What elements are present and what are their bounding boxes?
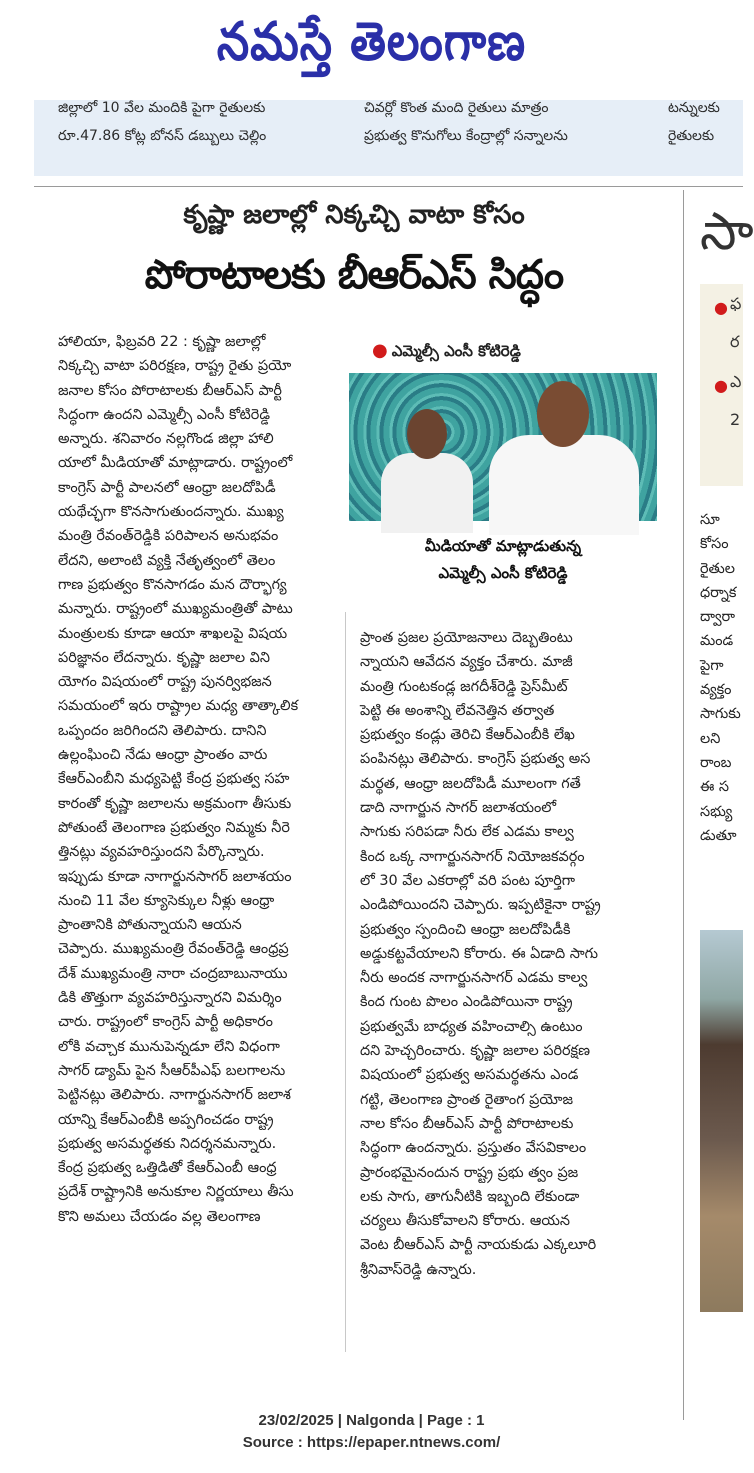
text-line: యథేచ్ఛగా కొనసాగుతుందన్నారు. ముఖ్య (58, 504, 284, 521)
text-line: మంత్రి గుంటకండ్ల జగదీశ్‌రెడ్డి ప్రెస్‌మీట్ (360, 678, 568, 695)
text-line: యాన్ని కేఆర్ఎంబీకి అప్పగించడం రాష్ట్ర (58, 1111, 274, 1128)
text-line: ఇప్పుడు కూడా నాగార్జునసాగర్ జలాశయం (58, 868, 292, 885)
strip-line: రైతులకు (668, 128, 715, 144)
caption-line: ఎమ్మెల్సీ ఎంసీ కోటిరెడ్డి (438, 564, 568, 582)
text-line: నాల కోసం బీఆర్ఎస్ పార్టీ పోరాటాలకు (360, 1115, 574, 1132)
text-line: అడ్డుకట్టవేయాలని కోరారు. ఈ ఏడాది సాగు (360, 945, 598, 962)
strip-column-1 (58, 94, 358, 150)
text-line: సిద్ధంగా ఉందన్నారు. ప్రస్తుతం వేసవికాలం (360, 1140, 587, 1157)
text-line: గట్టి, తెలంగాణ ప్రాంత రైతాంగ ప్రయోజ (360, 1091, 574, 1108)
text-line: యోగం విషయంలో రాష్ట్ర పునర్విభజన (58, 674, 272, 691)
side-box-line: 2 (730, 410, 741, 429)
text-line: ప్రాంతానికి పోతున్నాయని ఆయన (58, 917, 242, 934)
side-article-headline: సా (700, 202, 754, 262)
text-line: సాగర్ డ్యామ్ పైన సీఆర్‌పీఎఫ్ బలగాలను (58, 1062, 286, 1079)
text-line: వెంట బీఆర్ఎస్ పార్టీ నాయకుడు ఎక్కలూరి (360, 1237, 597, 1254)
text-line: దేశ్ ముఖ్యమంత్రి నారా చంద్రబాబునాయు (58, 965, 288, 982)
strip-line: రూ.47.86 కోట్ల బోనస్ డబ్బులు చెల్లిం (58, 128, 267, 144)
newspaper-logo: నమస్తే తెలంగాణ (216, 10, 527, 73)
text-line: లేదని, అలాంటి వ్యక్తి నేతృత్వంలో తెలం (58, 552, 276, 569)
text-line: కాంగ్రెస్ పార్టీ పాలనలో ఆంధ్రా జలదోపిడీ (58, 479, 276, 496)
text-line: లకు సాగు, తాగునీటికి ఇబ్బంది లేకుండా (360, 1188, 580, 1205)
text-line: పంపినట్లు తెలిపారు. కాంగ్రెస్ ప్రభుత్వ అస (360, 751, 591, 768)
person-figure (381, 453, 473, 533)
text-line: ఒప్పందం జరిగిందని తెలిపారు. దానిని (58, 722, 267, 739)
strip-line: ప్రభుత్వ కొనుగోలు కేంద్రాల్లో సన్నాలను (364, 128, 568, 144)
speaker-tag (372, 340, 521, 364)
text-line: చెప్పారు. ముఖ్యమంత్రి రేవంత్‌రెడ్డి ఆంధ్రప్ర (58, 941, 289, 958)
text-line: డికి తొత్తుగా వ్యవహరిస్తున్నారని విమర్శిం (58, 990, 282, 1007)
text-line: లోకి వచ్చాక మునుపెన్నడూ లేని విధంగా (58, 1038, 280, 1055)
column-divider (345, 612, 346, 1352)
article-column-2 (360, 626, 656, 1282)
person-figure (489, 435, 639, 535)
strip-line: టన్నులకు (668, 100, 720, 116)
article-headline: పోరాటాలకు బీఆర్ఎస్ సిద్ధం (144, 252, 564, 298)
strip-line: జిల్లాలో 10 వేల మందికి పైగా రైతులకు (58, 100, 266, 116)
side-article-photo (700, 930, 743, 1312)
page-footer (0, 1410, 743, 1454)
text-line: దని హెచ్చరించారు. కృష్ణా జలాల పరిరక్షణ (360, 1043, 590, 1060)
text-line: ధర్నాక (700, 584, 737, 601)
person-figure (537, 381, 589, 447)
text-line: ప్రభుత్వం స్పందించి ఆంధ్రా జలదోపిడీకి (360, 921, 571, 938)
bullet-icon: ● (714, 298, 728, 317)
text-line: సూ (700, 512, 720, 528)
text-line: విషయంలో ప్రభుత్వ అసమర్థతను ఎండ (360, 1067, 579, 1084)
text-line: మన్నారు. రాష్ట్రంలో ముఖ్యమంత్రితో పాటు (58, 601, 293, 618)
text-line: కొని అమలు చేయడం వల్ల తెలంగాణ (58, 1208, 261, 1225)
bullet-icon: ● (372, 340, 388, 361)
column-divider (683, 190, 684, 1420)
text-line: మర్థత, ఆంధ్రా జలదోపిడీ మూలంగా గతే (360, 775, 581, 792)
side-article-column (700, 508, 743, 848)
text-line: యాలో మీడియాతో మాట్లాడారు. రాష్ట్రంలో (58, 455, 293, 472)
strip-column-3 (668, 94, 743, 150)
text-line: జనాల కోసం పోరాటాలకు బీఆర్ఎస్ పార్టీ (58, 382, 282, 399)
text-line: కింద గుంట పొలం ఎండిపోయినా రాష్ట్ర (360, 994, 573, 1011)
text-line: కారంతో కృష్ణా జలాలను అక్రమంగా తీసుకు (58, 795, 292, 812)
text-line: రాంబ (700, 754, 732, 771)
masthead (0, 0, 743, 96)
text-line: సాగుకు (700, 706, 741, 723)
text-line: ప్రదేశ్ రాష్ట్రానికి అనుకూల నిర్ణయాలు తీసు (58, 1184, 294, 1201)
article-kicker: కృష్ణా జలాల్లో నిక్కచ్చి వాటా కోసం (183, 200, 525, 230)
bullet-icon: ● (714, 376, 728, 395)
text-line: సమయంలో ఇరు రాష్ట్రాల మధ్య తాత్కాలిక (58, 698, 299, 715)
side-box-line: ఎ (730, 372, 742, 391)
side-article-highlight-box (700, 284, 743, 486)
text-line: నీరు అందక నాగార్జునసాగర్ ఎడమ కాల్వ (360, 970, 588, 987)
text-line: సాగుకు సరిపడా నీరు లేక ఎడమ కాల్వ (360, 824, 574, 841)
speaker-name: ఎమ్మెల్సీ ఎంసీ కోటిరెడ్డి (391, 342, 521, 360)
text-line: రైతుల (700, 560, 735, 577)
text-line: హాలియా, ఫిబ్రవరి 22 : కృష్ణా జలాల్లో (58, 334, 266, 350)
text-line: చారు. రాష్ట్రంలో కాంగ్రెస్ పార్టీ అధికారం (58, 1014, 273, 1031)
text-line: చర్యలు తీసుకోవాలని కోరారు. ఆయన (360, 1213, 571, 1230)
text-line: వ్యక్తం (700, 682, 732, 699)
text-line: శ్రీనివాస్‌రెడ్డి ఉన్నారు. (360, 1261, 477, 1278)
text-line: ప్రాంత ప్రజల ప్రయోజనాలు దెబ్బతింటు (360, 630, 573, 646)
text-line: డుతూ (700, 827, 737, 844)
text-line: నుంచి 11 వేల క్యూసెక్కుల నీళ్లు ఆంధ్రా (58, 892, 275, 909)
text-line: డాది నాగార్జున సాగర్ జలాశయంలో (360, 800, 557, 817)
text-line: పెట్టినట్లు తెలిపారు. నాగార్జునసాగర్ జలాశ (58, 1087, 291, 1104)
text-line: త్తినట్లు వ్యవహరిస్తుందని పేర్కొన్నారు. (58, 844, 265, 861)
edition-info: 23/02/2025 | Nalgonda | Page : 1 (258, 1412, 485, 1429)
text-line: లో 30 వేల ఎకరాల్లో వరి పంట పూర్తిగా (360, 872, 576, 889)
text-line: నిక్కచ్చి వాటా పరిరక్షణ, రాష్ట్ర రైతు ప్రయో (58, 358, 292, 375)
source-link[interactable]: Source : https://epaper.ntnews.com/ (242, 1434, 501, 1451)
text-line: ఎండిపోయిందని చెప్పారు. ఇప్పటికైనా రాష్ట్ర (360, 897, 601, 914)
strip-line: చివర్లో కొంత మంది రైతులు మాత్రం (364, 100, 549, 116)
text-line: సిద్ధంగా ఉందని ఎమ్మెల్సీ ఎంసీ కోటిరెడ్డి (58, 406, 270, 423)
text-line: ఈ స (700, 779, 729, 796)
person-figure (407, 409, 447, 459)
text-line: మంత్రులకు కూడా ఆయా శాఖలపై విషయ (58, 625, 288, 642)
text-line: మండ (700, 633, 734, 650)
strip-column-2 (364, 94, 654, 150)
caption-line: మీడియాతో మాట్లాడుతున్న (424, 537, 582, 555)
text-line: న్నాయని ఆవేదన వ్యక్తం చేశారు. మాజీ (360, 654, 573, 671)
text-line: లని (700, 730, 721, 747)
text-line: గాణ ప్రభుత్వం కొనసాగడం మన దౌర్భాగ్య (58, 576, 287, 593)
text-line: కోసం (700, 536, 729, 553)
text-line: ప్రభుత్వ అసమర్థతకు నిదర్శనమన్నారు. (58, 1135, 277, 1152)
text-line: ప్రభుత్వమే బాధ్యత వహించాల్సి ఉంటుం (360, 1018, 583, 1035)
text-line: ప్రభుత్వం కండ్లు తెరిచి కేఆర్ఎంబీకి లేఖ (360, 727, 575, 744)
divider-rule (34, 186, 743, 187)
text-line: కింద ఒక్క నాగార్జునసాగర్ నియోజకవర్గం (360, 848, 585, 865)
top-strip (34, 100, 743, 176)
text-line: పోతుంటే తెలంగాణ ప్రభుత్వం నిమ్మకు నీరె (58, 819, 290, 836)
text-line: పైగా (700, 657, 724, 674)
article-column-1 (58, 330, 338, 1229)
article-photo (349, 373, 657, 521)
side-box-line: ఫ (730, 294, 742, 313)
text-line: సభ్యు (700, 803, 733, 820)
text-line: అన్నారు. శనివారం నల్లగొండ జిల్లా హాలి (58, 431, 274, 448)
text-line: ప్రారంభమైనందున రాష్ట్ర ప్రభు త్వం ప్రజ (360, 1164, 579, 1181)
text-line: ద్వారా (700, 609, 736, 626)
text-line: మంత్రి రేవంత్‌రెడ్డికి పరిపాలన అనుభవం (58, 528, 279, 545)
text-line: కేఆర్ఎంబీని మధ్యపెట్టి కేంద్ర ప్రభుత్వ సహ (58, 771, 290, 788)
text-line: పెట్టి ఈ అంశాన్ని లేవనెత్తిన తర్వాత (360, 702, 555, 719)
side-box-line: ర (730, 332, 740, 351)
text-line: పరిజ్ఞానం లేదన్నారు. కృష్ణా జలాల విని (58, 649, 270, 666)
text-line: కేంద్ర ప్రభుత్వ ఒత్తిడితో కేఆర్ఎంబీ ఆంధ్ర (58, 1160, 277, 1177)
text-line: ఉల్లంఘించి నేడు ఆంధ్రా ప్రాంతం వారు (58, 747, 268, 764)
photo-caption (349, 533, 657, 587)
